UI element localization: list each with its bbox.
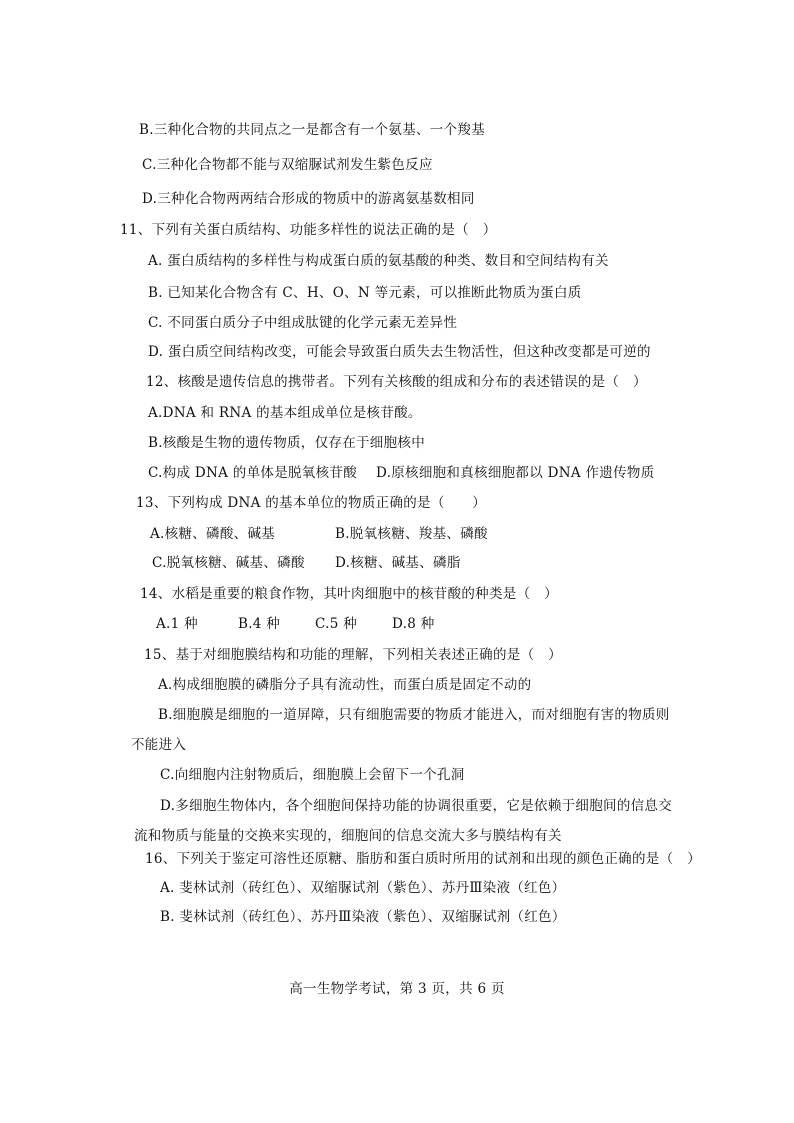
- q12-option-c: C.构成 DNA 的单体是脱氧核苷酸: [148, 465, 358, 481]
- q15-stem: 15、基于对细胞膜结构和功能的理解，下列相关表述正确的是（ ）: [144, 647, 562, 663]
- q14-option-a: A.1 种: [156, 616, 198, 632]
- q16-option-b: B. 斐林试剂（砖红色）、苏丹Ⅲ染液（紫色）、双缩脲试剂（红色）: [160, 909, 566, 925]
- q12-stem: 12、核酸是遗传信息的携带者。下列有关核酸的组成和分布的表述错误的是（ ）: [146, 374, 647, 390]
- q14-option-d: D.8 种: [392, 616, 435, 632]
- q10-option-b: B.三种化合物的共同点之一是都含有一个氨基、一个羧基: [139, 122, 486, 138]
- q15-option-d-line1: D.多细胞生物体内，各个细胞间保持功能的协调很重要，它是依赖于细胞间的信息交: [160, 798, 673, 814]
- q15-option-d-line2: 流和物质与能量的交换来实现的，细胞间的信息交流大多与膜结构有关: [134, 828, 562, 844]
- q16-stem: 16、下列关于鉴定可溶性还原糖、脂肪和蛋白质时所用的试剂和出现的颜色正确的是（ ）: [145, 851, 701, 867]
- q14-option-c: C.5 种: [315, 616, 358, 632]
- q10-option-d: D.三种化合物两两结合形成的物质中的游离氨基数相同: [142, 191, 475, 207]
- q13-option-c: C.脱氧核糖、碱基、磷酸: [152, 555, 305, 571]
- q11-option-c: C. 不同蛋白质分子中组成肽键的化学元素无差异性: [148, 315, 458, 331]
- q15-option-c: C.向细胞内注射物质后，细胞膜上会留下一个孔洞: [160, 767, 465, 783]
- q16-option-a: A. 斐林试剂（砖红色）、双缩脲试剂（紫色）、苏丹Ⅲ染液（红色）: [160, 880, 566, 896]
- q15-option-a: A.构成细胞膜的磷脂分子具有流动性，而蛋白质是固定不动的: [158, 677, 532, 693]
- q11-stem: 11、下列有关蛋白质结构、功能多样性的说法正确的是（ ）: [120, 222, 497, 238]
- q11-option-b: B. 已知某化合物含有 C、H、O、N 等元素，可以推断此物质为蛋白质: [148, 285, 582, 301]
- page-footer: 高一生物学考试，第 3 页，共 6 页: [289, 981, 505, 997]
- q12-option-d: D.原核细胞和真核细胞都以 DNA 作遗传物质: [376, 465, 655, 481]
- q15-option-b-line1: B.细胞膜是细胞的一道屏障，只有细胞需要的物质才能进入，而对细胞有害的物质则: [158, 707, 670, 723]
- q13-option-d: D.核糖、碱基、磷脂: [335, 555, 461, 571]
- q10-option-c: C.三种化合物都不能与双缩脲试剂发生紫色反应: [142, 157, 433, 173]
- q12-option-a: A.DNA 和 RNA 的基本组成单位是核苷酸。: [148, 405, 422, 421]
- q12-option-b: B.核酸是生物的遗传物质，仅存在于细胞核中: [148, 435, 426, 451]
- q14-option-b: B.4 种: [238, 616, 281, 632]
- q13-option-b: B.脱氧核糖、羧基、磷酸: [335, 526, 488, 542]
- q11-option-d: D. 蛋白质空间结构改变，可能会导致蛋白质失去生物活性，但这种改变都是可逆的: [148, 344, 651, 360]
- q14-stem: 14、水稻是重要的粮食作物，其叶肉细胞中的核苷酸的种类是（ ）: [140, 586, 558, 602]
- q15-option-b-line2: 不能进入: [131, 737, 187, 753]
- q11-option-a: A. 蛋白质结构的多样性与构成蛋白质的氨基酸的种类、数目和空间结构有关: [148, 253, 609, 269]
- q13-option-a: A.核糖、磷酸、碱基: [150, 526, 276, 542]
- q13-stem: 13、下列构成 DNA 的基本单位的物质正确的是（ ）: [136, 495, 487, 511]
